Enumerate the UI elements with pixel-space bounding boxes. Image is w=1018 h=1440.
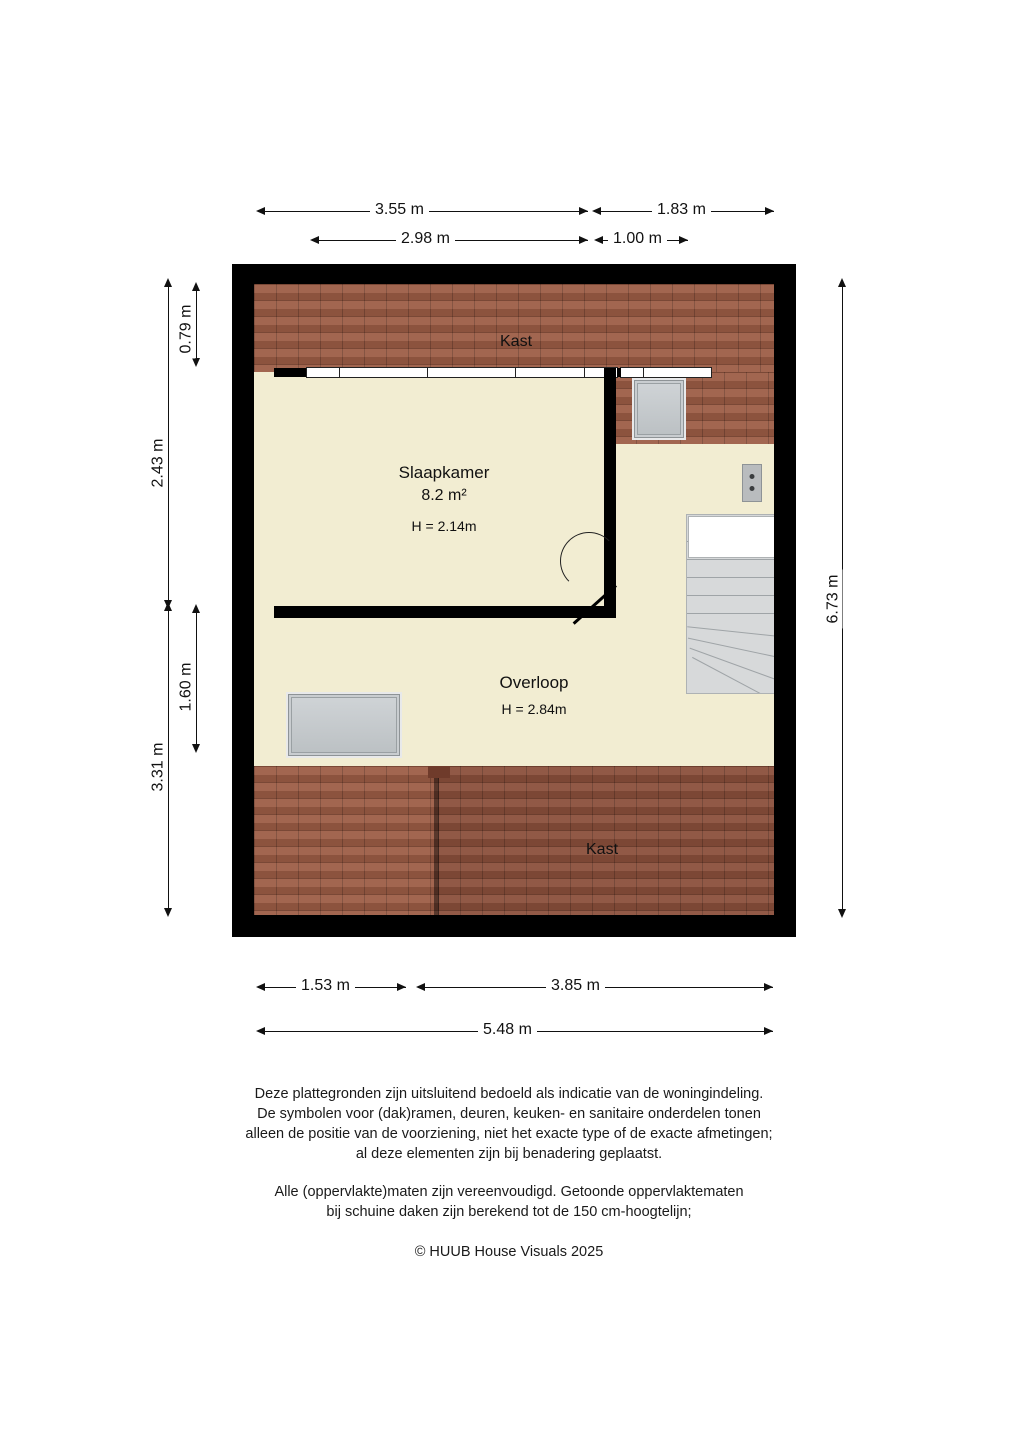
disclaimer-line-4: al deze elementen zijn bij benadering geplaatst. — [355, 1146, 663, 1162]
dim-bottom-total: 5.48 m — [478, 1021, 537, 1039]
window-overloop-north — [620, 367, 712, 378]
floorplan — [232, 264, 796, 937]
window-slaapkamer — [306, 367, 618, 378]
slaapkamer-label — [314, 462, 574, 537]
stair-newel-post — [742, 464, 762, 502]
overloop-name: Overloop — [499, 673, 569, 692]
interior-area — [254, 284, 774, 915]
disclaimer-line-2: De symbolen voor (dak)ramen, deuren, keuken- en sanitaire onderdelen tonen — [257, 1106, 761, 1122]
disclaimer-footer — [0, 1084, 1018, 1262]
kast-label-bottom: Kast — [586, 841, 619, 858]
roof-top-kast — [254, 284, 774, 372]
dim-bottom-right: 3.85 m — [546, 977, 605, 995]
dim-left-far-upper: 2.43 m — [149, 434, 167, 493]
disclaimer-line-6: bij schuine daken zijn berekend tot de 150 cm-hoogtelijn; — [326, 1204, 692, 1220]
skylight-lower-left — [286, 692, 402, 758]
dim-right-total: 6.73 m — [824, 570, 842, 629]
dim-top-inner-left: 2.98 m — [396, 230, 455, 248]
door-slaapkamer-swing — [560, 532, 618, 590]
disclaimer-line-5: Alle (oppervlakte)maten zijn vereenvoudigd. Getoonde oppervlaktematen — [274, 1184, 744, 1200]
skylight-top-right — [632, 378, 686, 440]
disclaimer-line-1: Deze plattegronden zijn uitsluitend bedoeld als indicatie van de woningindeling. — [254, 1086, 764, 1102]
slaapkamer-name: Slaapkamer — [398, 463, 490, 482]
roof-ridge-cap — [428, 766, 450, 778]
dim-top-outer-left: 3.55 m — [370, 201, 429, 219]
dim-top-outer-right: 1.83 m — [652, 201, 711, 219]
dim-left-far-lower: 3.31 m — [149, 738, 167, 797]
wall-slaapkamer-north — [274, 368, 306, 377]
dim-bottom-left: 1.53 m — [296, 977, 355, 995]
wall-slaapkamer-north-right — [617, 368, 621, 377]
copyright-text: © HUUB House Visuals 2025 — [414, 1244, 604, 1260]
kast-label-top: Kast — [500, 333, 533, 350]
dim-top-inner-right: 1.00 m — [608, 230, 667, 248]
wall-slaapkamer-south — [274, 606, 616, 618]
disclaimer-line-3: alleen de positie van de voorziening, niet het exacte type of de exacte afmetingen; — [245, 1126, 773, 1142]
roof-ridge — [434, 766, 439, 915]
overloop-label — [434, 672, 634, 720]
dim-left-near-lower: 1.60 m — [177, 658, 195, 717]
slaapkamer-area: 8.2 m² — [421, 487, 467, 504]
slaapkamer-height: H = 2.14m — [411, 518, 477, 534]
stair-landing — [688, 516, 774, 558]
overloop-height: H = 2.84m — [501, 701, 567, 717]
dim-left-near-upper: 0.79 m — [177, 300, 195, 359]
door-slaapkamer-jamb-top — [604, 527, 616, 532]
